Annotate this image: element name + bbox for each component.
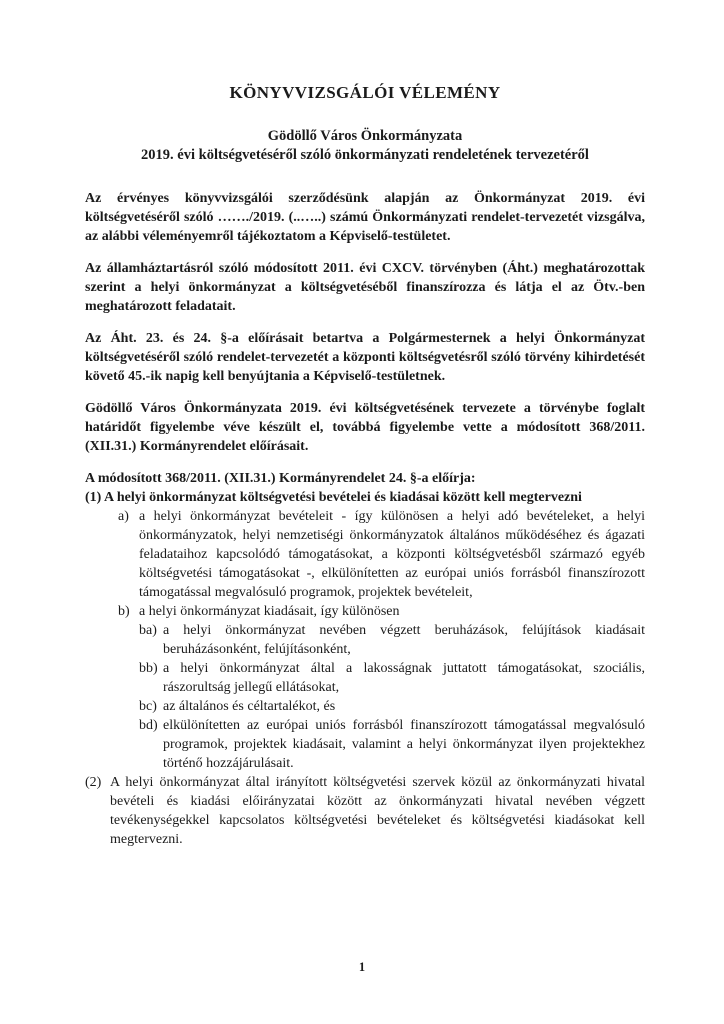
paragraph-audit-engagement: Az érvényes könyvvizsgálói szerződésünk alapján az Önkormányzat 2019. évi költségvetéséről szóló ……./2019. (..…..) számú Önkormányzati rendelet-tervezetét vizsgálva, az alábbi véleményemről tájékoztatom a Képviselő-testületet. bbox=[85, 190, 645, 244]
subtitle-organization: Gödöllő Város Önkormányzata bbox=[267, 127, 463, 144]
item-2-text: A helyi önkormányzat által irányított költségvetési szervek közül az önkormányzati hivatal bevételi és kiadási előirányzatai között az önkormányzati hivatal nevében végzett tevékenységekkel kapcsolatos költségvetési bevételeket és költségvetési kiadásokat kell megtervezni. bbox=[110, 774, 645, 847]
document-title: KÖNYVVIZSGÁLÓI VÉLEMÉNY bbox=[229, 83, 501, 102]
paragraph-deadline-compliance: Gödöllő Város Önkormányzata 2019. évi költségvetésének tervezete a törvénybe foglalt határidőt figyelembe véve készült el, továbbá figyelembe vette a módosított 368/2011. (XII.31.) Kormányrendelet előírásait. bbox=[85, 400, 645, 454]
paragraph-aht-law: Az államháztartásról szóló módosított 2011. évi CXCV. törvényben (Áht.) meghatározottak szerint a helyi önkormányzat a költségvetéséből finanszírozza és látja el az Ötv.-ben meghatározott feladatait. bbox=[85, 260, 645, 314]
item-2-label: (2) bbox=[85, 774, 102, 790]
list-item-a bbox=[85, 507, 645, 602]
paragraph-submission-deadline: Az Áht. 23. és 24. §-a előírásait betartva a Polgármesternek a helyi Önkormányzat költségvetéséről szóló rendelet-tervezetét a központi költségvetésről szóló törvény kihirdetését követő 45.-ik napig kell benyújtania a Képviselő-testületnek. bbox=[85, 330, 645, 384]
list-item-bd-label: bd) bbox=[139, 717, 158, 733]
section-intro-decree: A módosított 368/2011. (XII.31.) Kormányrendelet 24. §-a előírja: bbox=[85, 470, 476, 486]
list-item-bb-text: a helyi önkormányzat által a lakosságnak juttatott támogatásokat, szociális, rászorultság jellegű ellátásokat, bbox=[163, 660, 645, 695]
subtitle-subject: 2019. évi költségvetéséről szóló önkormányzati rendeletének tervezetéről bbox=[141, 146, 589, 163]
list-item-bd-text: elkülönítetten az európai uniós forrásból finanszírozott támogatással megvalósuló programok, projektek kiadásait, valamint a helyi önkormányzat ilyen projektekhez történő hozzájárulásait. bbox=[163, 717, 645, 771]
list-item-ba bbox=[85, 621, 645, 659]
document-subtitle bbox=[85, 127, 645, 165]
list-item-bb bbox=[85, 659, 645, 697]
list-item-b-label: b) bbox=[118, 603, 130, 619]
list-item-bc-label: bc) bbox=[139, 698, 157, 714]
list-item-a-text: a helyi önkormányzat bevételeit - így különösen a helyi adó bevételeket, a helyi önkormányzatok, helyi nemzetiségi önkormányzatok általános működéséhez és ágazati feladataihoz kapcsolódó támogatásokat, a központi költségvetésből származó egyéb költségvetési támogatásokat -, elkülönítetten az európai uniós forrásból finanszírozott támogatással megvalósuló programok, projektek bevételeit, bbox=[139, 508, 645, 600]
list-item-bd bbox=[85, 716, 645, 773]
list-item-ba-label: ba) bbox=[139, 622, 157, 638]
document-body bbox=[85, 189, 645, 849]
item-1-heading: (1) A helyi önkormányzat költségvetési bevételei és kiadásai között kell megtervezni bbox=[85, 489, 582, 505]
item-2 bbox=[85, 773, 645, 849]
list-item-bc bbox=[85, 697, 645, 716]
page-number: 1 bbox=[358, 960, 366, 974]
list-item-ba-text: a helyi önkormányzat nevében végzett beruházások, felújítások kiadásait beruházásonként, felújításonként, bbox=[163, 622, 645, 657]
list-item-b bbox=[85, 602, 645, 621]
list-item-b-text: a helyi önkormányzat kiadásait, így különösen bbox=[139, 603, 400, 619]
list-item-bc-text: az általános és céltartalékot, és bbox=[163, 698, 336, 714]
list-item-bb-label: bb) bbox=[139, 660, 158, 676]
list-item-a-label: a) bbox=[118, 508, 129, 524]
